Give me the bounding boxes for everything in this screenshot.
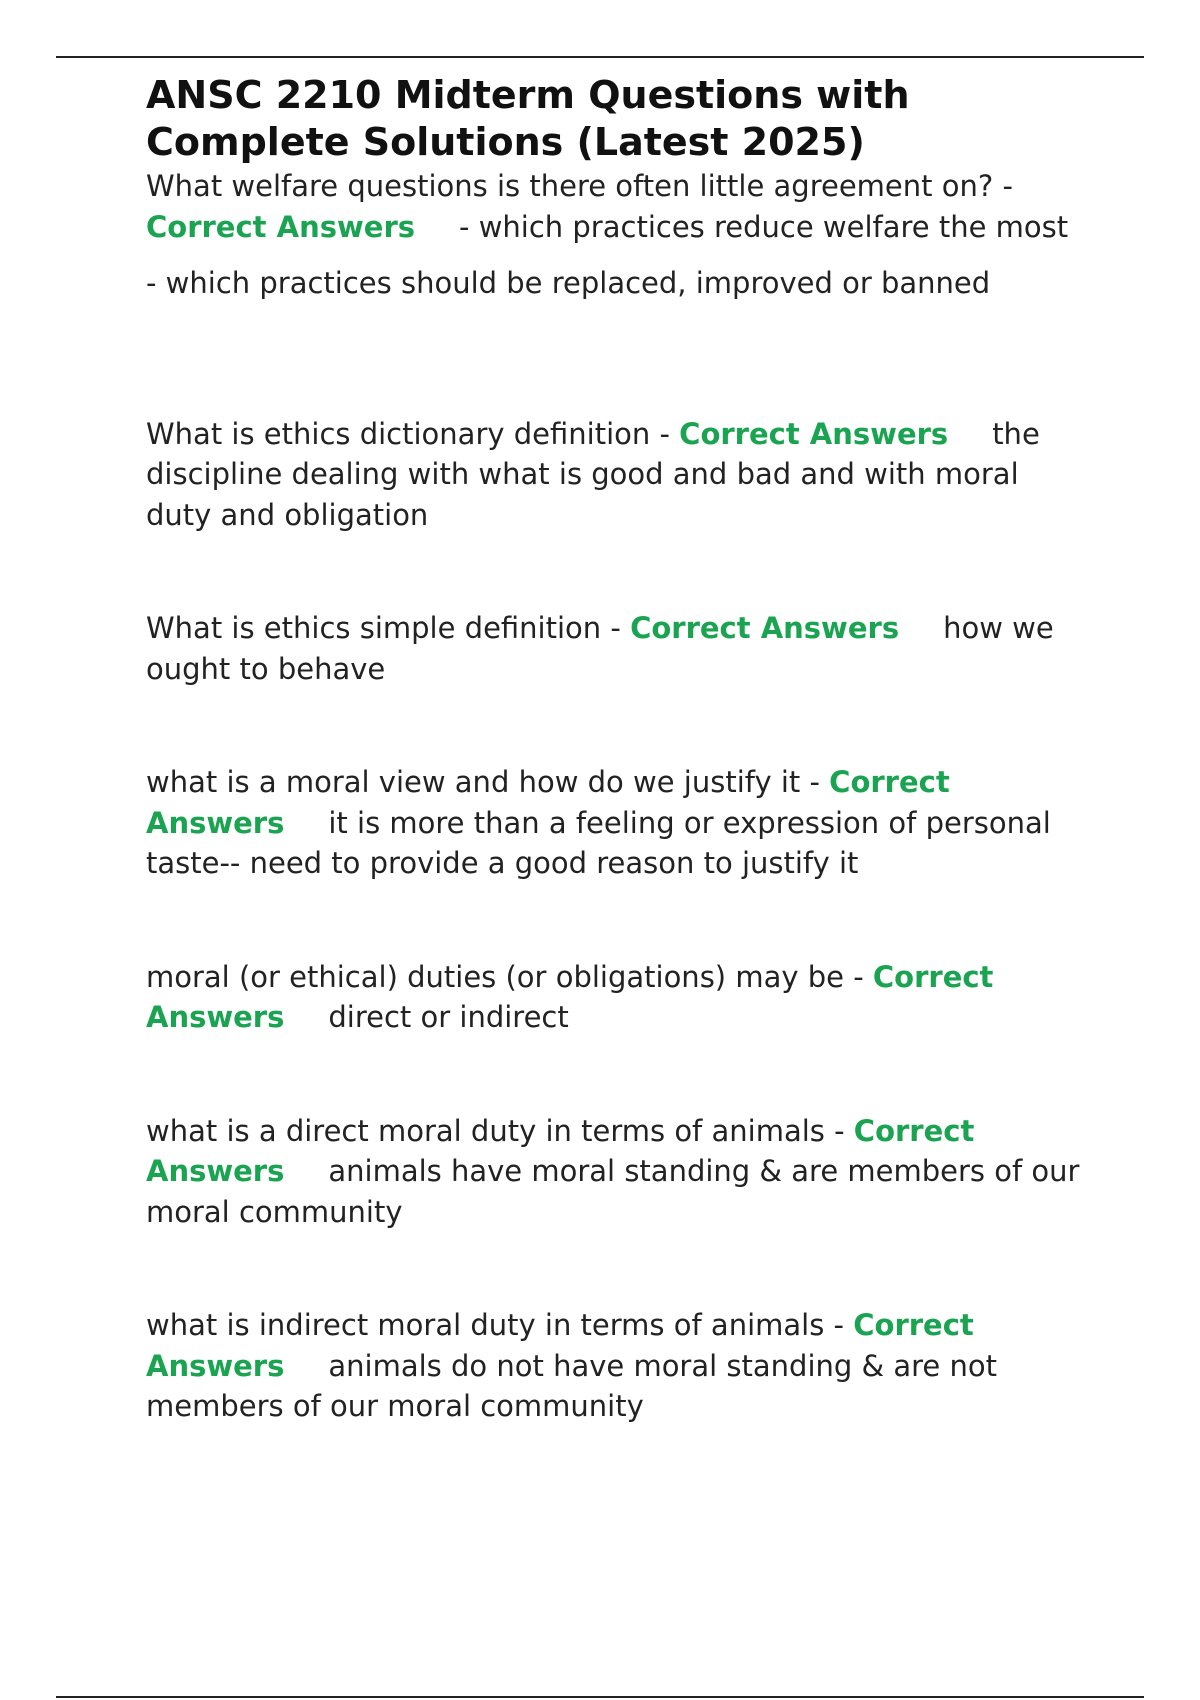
question-text: what is a moral view and how do we justify it - (146, 765, 820, 799)
qa-item-5 (146, 957, 1086, 1038)
footer-rule (56, 1696, 1144, 1698)
answer-text: direct or indirect (328, 1000, 569, 1034)
question-text: What welfare questions is there often little agreement on? - (146, 169, 1013, 203)
qa-item-2 (146, 414, 1086, 536)
correct-answers-label: Correct Answers (146, 959, 994, 1034)
qa-item-7 (146, 1305, 1086, 1427)
header-rule (56, 56, 1144, 58)
qa-item-4 (146, 762, 1086, 884)
question-text: What is ethics simple definition - (146, 611, 621, 645)
correct-answers-label: Correct Answers (146, 1113, 975, 1188)
question-text: moral (or ethical) duties (or obligations) may be - (146, 959, 864, 994)
correct-answers-label: Correct Answers (146, 209, 416, 244)
correct-answers-label: Correct Answers (146, 1308, 974, 1383)
correct-answers-label: Correct Answers (630, 611, 900, 645)
question-text: what is indirect moral duty in terms of animals - (146, 1308, 845, 1342)
qa-item-3 (146, 608, 1086, 689)
answer-text: animals have moral standing & are members of our moral community (146, 1154, 1080, 1229)
answer-text: it is more than a feeling or expression of personal taste-- need to provide a good reason to justify it (146, 805, 1051, 880)
question-text: what is a direct moral duty in terms of animals - (146, 1113, 845, 1148)
answer-text: how we ought to behave (146, 611, 1054, 686)
answer-text: the discipline dealing with what is good and bad and with moral duty and obligation (146, 416, 1040, 532)
question-text: What is ethics dictionary definition - (146, 416, 670, 451)
document-body (146, 72, 1086, 1427)
answer-text: - which practices reduce welfare the most (459, 209, 1069, 244)
answer-continuation: - which practices should be replaced, improved or banned (146, 266, 991, 300)
correct-answers-label: Correct Answers (146, 765, 950, 840)
qa-item-1 (146, 166, 1086, 247)
document-title: ANSC 2210 Midterm Questions with Complete Solutions (Latest 2025) (146, 73, 910, 164)
correct-answers-label: Correct Answers (679, 416, 949, 451)
qa-item-6 (146, 1111, 1086, 1233)
answer-text: animals do not have moral standing & are not members of our moral community (146, 1348, 997, 1423)
